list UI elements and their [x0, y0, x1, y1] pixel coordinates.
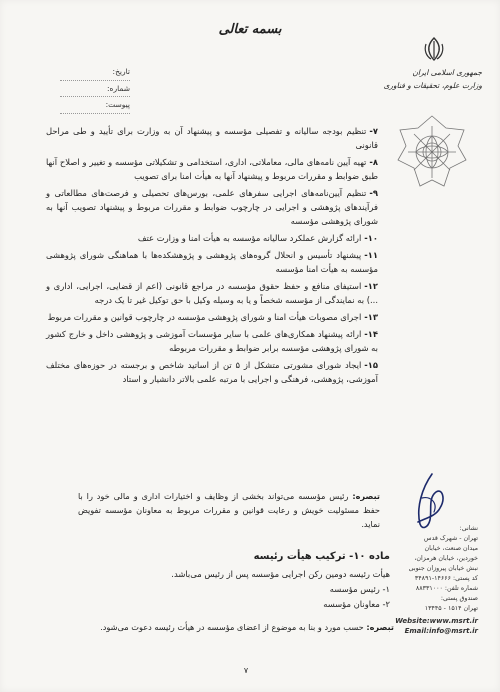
item-number: ۷- [369, 126, 378, 136]
address-line: خوردین، خیابان هرمزان، [414, 555, 478, 562]
date-label: تاریخ: [60, 64, 130, 81]
item-text: پیشنهاد تأسیس و انحلال گروه‌های پژوهشی و پژوهشکده‌ها با هماهنگی شورای پژوهشی مؤسسه به هیأت امنا مؤسسه [46, 250, 378, 274]
note-1 [78, 489, 380, 531]
letter-meta [60, 64, 130, 114]
item-number: ۱۴- [364, 329, 378, 339]
item-text: ارائه گزارش عملکرد سالیانه مؤسسه به هیأت امنا و وزارت عتف [137, 233, 362, 243]
address-line: نبش خیابان پیروزان جنوبی [408, 565, 478, 572]
address-line: میدان صنعت، خیابان [424, 545, 478, 552]
address-line: تهران - شهرک قدس [423, 535, 478, 542]
item-number: ۱۱- [364, 250, 378, 260]
member-item: ۱- رئیس مؤسسه [329, 584, 390, 594]
item-text: ارائه پیشنهاد همکاری‌های علمی با سایر مؤسسات آموزشی و پژوهشی داخل و خارج کشور به شورای پژوهشی مؤسسه برابر ضوابط و مقررات مربوطه [46, 329, 378, 353]
article-10 [90, 549, 390, 612]
item-number: ۸- [369, 157, 378, 167]
list-item [46, 327, 378, 355]
ornament-icon [394, 112, 470, 196]
iran-emblem-icon [423, 36, 445, 62]
item-number: ۹- [369, 188, 378, 198]
ministry-line-1: جمهوری اسلامی ایران [412, 68, 482, 77]
item-text: تنظیم بودجه سالیانه و تفصیلی مؤسسه و پیشنهاد آن به وزارت برای تأیید و طی مراحل قانونی [46, 126, 378, 150]
address-line: نشانی: [459, 525, 478, 532]
section-title: ماده ۱۰- ترکیب هیأت رئیسه [253, 551, 390, 562]
item-text: استیفای منافع و حفظ حقوق مؤسسه در مراجع قانونی (اعم از قضایی، اجرایی، اداری و ...) به نمایندگی از مؤسسه شخصاً و یا به وسیله وکیل با حق توکیل غیر تا یک درجه [46, 281, 378, 305]
item-number: ۱۵- [364, 360, 379, 370]
address-line: تهران ۱۵۱۴ - ۱۳۴۴۵ [424, 605, 478, 612]
address-block [380, 524, 478, 636]
attachment-label: پیوست: [60, 97, 130, 114]
list-item [46, 248, 378, 276]
address-line: شماره تلفن: ۸۸۳۳۱۰۰۰ [415, 585, 478, 592]
ministry-line-2: وزارت علوم، تحقیقات و فناوری [383, 81, 482, 90]
note-1-label: تبصره: [352, 491, 380, 501]
list-item [46, 310, 378, 324]
number-label: شماره: [60, 81, 130, 98]
list-item [46, 186, 378, 228]
item-text: تنظیم آیین‌نامه‌های اجرایی سفرهای علمی، بورس‌های تحصیلی و فرصت‌های مطالعاتی و فرآیندهای پژوهشی و اجرایی در چارچوب ضوابط و مقررات مربوط و پیشنهاد تصویب آنها به شورای پژوهشی مؤسسه [46, 188, 378, 226]
list-item [46, 279, 378, 307]
item-text: تهیه آیین نامه‌های مالی، معاملاتی، اداری، استخدامی و تشکیلاتی مؤسسه و تغییر و اصلاح آنها طبق ضوابط و مقررات مربوط و پیشنهاد آنها به هیأت امنا برای تصویب [46, 157, 378, 181]
note-2-label: تبصره: [366, 622, 394, 632]
list-item [46, 124, 378, 152]
item-text: ایجاد شورای مشورتی متشکل از ۵ تن از اساتید شاخص و برجسته در حوزه‌های مختلف آموزشی، پژوهشی، فرهنگی و اجرایی با مرتبه علمی بالاتر دانشیار و استاد [46, 360, 378, 384]
page-number: ۷ [243, 666, 249, 675]
article-items [46, 124, 378, 389]
member-item: ۲- معاونان مؤسسه [323, 599, 390, 609]
bismillah-heading: بسمه تعالی [218, 22, 282, 37]
note-2 [84, 621, 394, 634]
section-intro: هیأت رئیسه دومین رکن اجرایی مؤسسه پس از رئیس می‌باشد. [171, 569, 390, 579]
list-item [46, 358, 378, 386]
list-item [46, 155, 378, 183]
item-text: اجرای مصوبات هیأت امنا و شورای پژوهشی مؤسسه در چارچوب قوانین و مقررات مربوط [47, 312, 362, 322]
note-2-text: حسب مورد و بنا به موضوع از اعضای مؤسسه در هیأت رئیسه دعوت می‌شود. [100, 622, 367, 632]
email-link[interactable]: Email:info@msrt.ir [404, 627, 478, 635]
list-item [46, 231, 378, 245]
note-1-text: رئیس مؤسسه می‌تواند بخشی از وظایف و اختیارات اداری و مالی خود را با حفظ مسئولیت خویش و رعایت قوانین و مقررات مربوط به معاونان مؤسسه تفویض نماید. [78, 491, 380, 529]
item-number: ۱۲- [364, 281, 378, 291]
address-line: کد پستی: ۱۴۶۶۶-۳۴۸۹۱ [414, 575, 478, 582]
item-number: ۱۳- [364, 312, 378, 322]
address-line: صندوق پستی: [440, 595, 478, 602]
website-link[interactable]: Website:www.msrt.ir [395, 617, 478, 625]
item-number: ۱۰- [364, 233, 378, 243]
ministry-name [372, 66, 482, 92]
